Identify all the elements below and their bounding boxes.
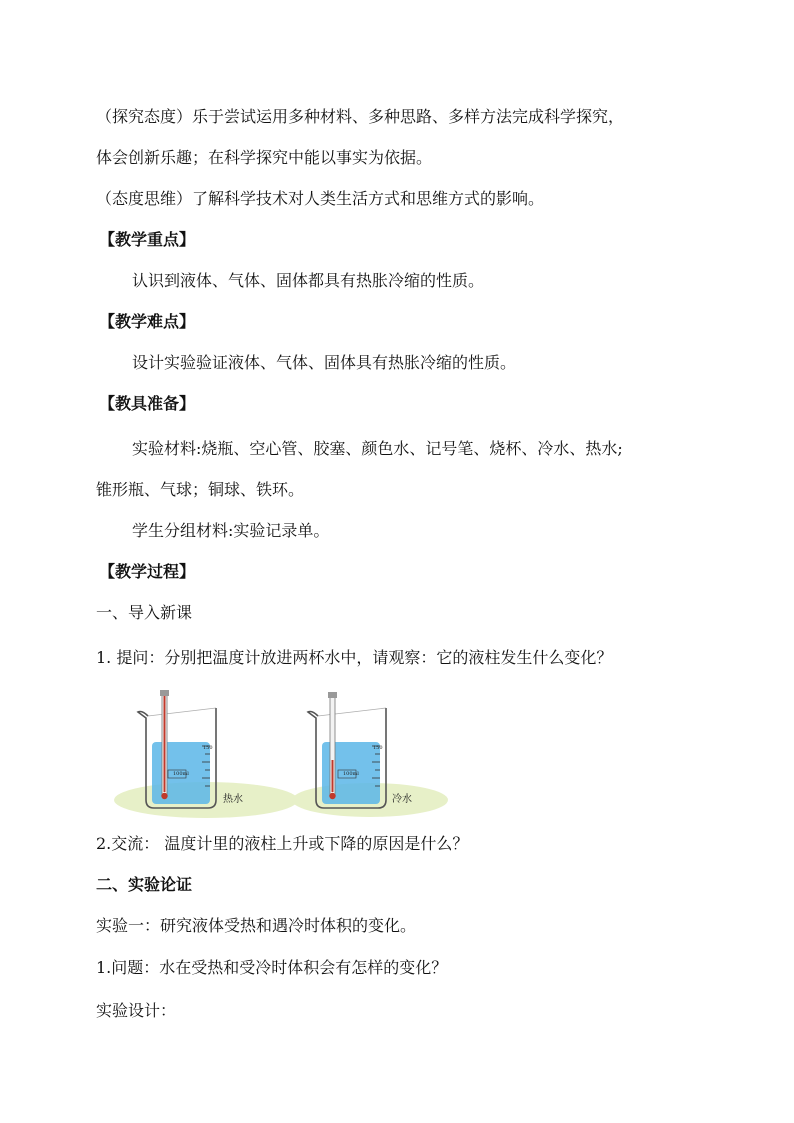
text-line: 认识到液体、气体、固体都具有热胀冷缩的性质。 [132, 271, 485, 290]
beaker-mark-right: 100ml [343, 771, 359, 777]
text-line: 学生分组材料:实验记录单。 [132, 521, 330, 540]
text-line: 实验一：研究液体受热和遇冷时体积的变化。 [96, 916, 417, 935]
section-heading: 【教具准备】 [99, 394, 196, 413]
text-line: 实验设计： [96, 1001, 177, 1020]
text-line: （态度思维）了解科学技术对人类生活方式和思维方式的影响。 [96, 189, 545, 208]
hot-water-label: 热水 [223, 794, 243, 805]
section-heading: 【教学过程】 [99, 562, 196, 581]
text-line: 一、导入新课 [96, 603, 193, 622]
cold-water-label: 冷水 [392, 794, 412, 805]
text-line: 2.交流： 温度计里的液柱上升或下降的原因是什么？ [96, 834, 469, 853]
section-heading: 二、实验论证 [96, 875, 193, 894]
text-line: 体会创新乐趣；在科学探究中能以事实为依据。 [96, 148, 433, 167]
text-line: 1. 提问：分别把温度计放进两杯水中，请观察：它的液柱发生什么变化？ [96, 648, 613, 667]
beaker-mark-left: 100ml [173, 771, 189, 777]
text-line: 锥形瓶、气球；铜球、铁环。 [96, 480, 305, 499]
section-heading: 【教学难点】 [99, 312, 196, 331]
beaker-thermometer-figure [108, 682, 448, 822]
text-line: 1.问题：水在受热和受冷时体积会有怎样的变化？ [96, 958, 448, 977]
text-line: （探究态度）乐于尝试运用多种材料、多种思路、多样方法完成科学探究， [96, 107, 625, 126]
section-heading: 【教学重点】 [99, 230, 196, 249]
text-line: 设计实验验证液体、气体、固体具有热胀冷缩的性质。 [132, 353, 517, 372]
text-line: 实验材料:烧瓶、空心管、胶塞、颜色水、记号笔、烧杯、冷水、热水; [132, 439, 623, 458]
scale-top-left: 150 [203, 745, 213, 751]
scale-top-right: 150 [373, 745, 383, 751]
